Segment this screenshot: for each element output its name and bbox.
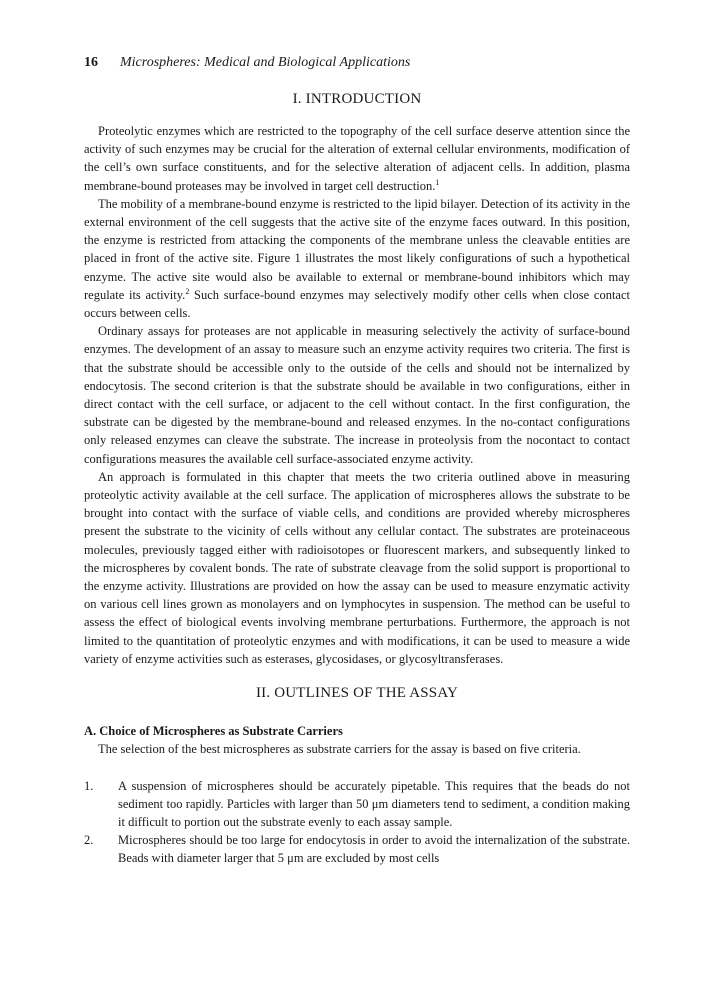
paragraph: Ordinary assays for proteases are not applicable in measuring selectively the activity of surface-bound enzymes. The development of an assay to measure such an enzyme activity requires two criteria. The first is that the substrate should be accessible only to the outside of the cells and should not be internalized by endocytosis. The second criterion is that the substrate should be available in two configurations, either in direct contact with the cell surface, or adjacent to the cell without contact. In the first configuration, the substrate can be digested by the membrane-bound and released enzymes. In the no-contact configurations only released enzymes can cleave the substrate. The increase in proteolysis from the nocontact to contact configurations measures the available cell surface-associated enzyme activity. (84, 324, 630, 466)
list-number: 2. (84, 833, 94, 848)
criteria-list (84, 777, 630, 868)
list-text: Microspheres should be too large for endocytosis in order to avoid the internalization of the substrate. Beads with diameter larger that 5 μm are excluded by most cells (118, 833, 630, 866)
subsection-heading: A. Choice of Microspheres as Substrate Carriers (84, 724, 343, 739)
paragraph: An approach is formulated in this chapter that meets the two criteria outlined above in measuring proteolytic activity available at the cell surface. The application of microspheres allows the substrate to be brought into contact with the surface of viable cells, and conditions are provided whereby microspheres present the substrate to the vicinity of cells without any cellular contact. The substrates are proteinaceous molecules, previously tagged either with radioisotopes or fluorescent markers, and subsequently linked to the microspheres by covalent bonds. The rate of substrate cleavage from the solid support is proportional to the enzyme activity. Illustrations are provided on how the assay can be used to measure enzymatic activity on various cell lines grown as monolayers and on lymphocytes in suspension. The method can be useful to assess the effect of biological events involving membrane perturbations. Furthermore, the approach is not limited to the quantitation of proteolytic enzymes and with modifications, it can be used to measure a wide variety of enzyme activities such as esterases, glycosidases, or glycosyltransferases. (84, 469, 630, 666)
list-item (84, 777, 630, 832)
list-number: 1. (84, 778, 94, 793)
page-number: 16 (84, 55, 98, 70)
running-header (84, 54, 630, 72)
reference-marker: 1 (435, 177, 440, 187)
list-item (84, 831, 630, 867)
paragraph: Proteolytic enzymes which are restricted to the topography of the cell surface deserve attention since the activity of such enzymes may be crucial for the alteration of external cellular environments, modification of the cell’s own surface constituents, and for the selective alteration of adjacent cells. In addition, plasma membrane-bound proteases may be involved in target cell destruction.$^1$ (84, 124, 630, 193)
section-heading-introduction: I. INTRODUCTION (292, 91, 422, 107)
paragraph: The mobility of a membrane-bound enzyme is restricted to the lipid bilayer. Detection of its activity in the external environment of the cell suggests that the active site of the enzyme faces outward. In this position, the enzyme is restricted from attacking the components of the membrane unless the cleavable entities are placed in front of the active site. Figure 1 illustrates the most likely configurations of such a hypothetical enzyme. The active site would also be available to external or membrane-bound inhibitors which may regulate its activity.$^2$ Such surface-bound enzymes may selectively modify other cells when close contact occurs between cells. (84, 196, 630, 321)
reference-marker: 2 (185, 286, 190, 296)
document-page (84, 54, 630, 868)
book-title: Microspheres: Medical and Biological Applications (120, 55, 411, 70)
paragraph: The selection of the best microspheres as substrate carriers for the assay is based on five criteria. (98, 742, 581, 757)
list-text: A suspension of microspheres should be accurately pipetable. This requires that the beads do not sediment too rapidly. Particles with larger than 50 μm diameters tend to sediment, a condition making it difficult to portion out the substrate evenly to each assay sample. (118, 778, 630, 829)
section-heading-outlines: II. OUTLINES OF THE ASSAY (255, 685, 459, 702)
